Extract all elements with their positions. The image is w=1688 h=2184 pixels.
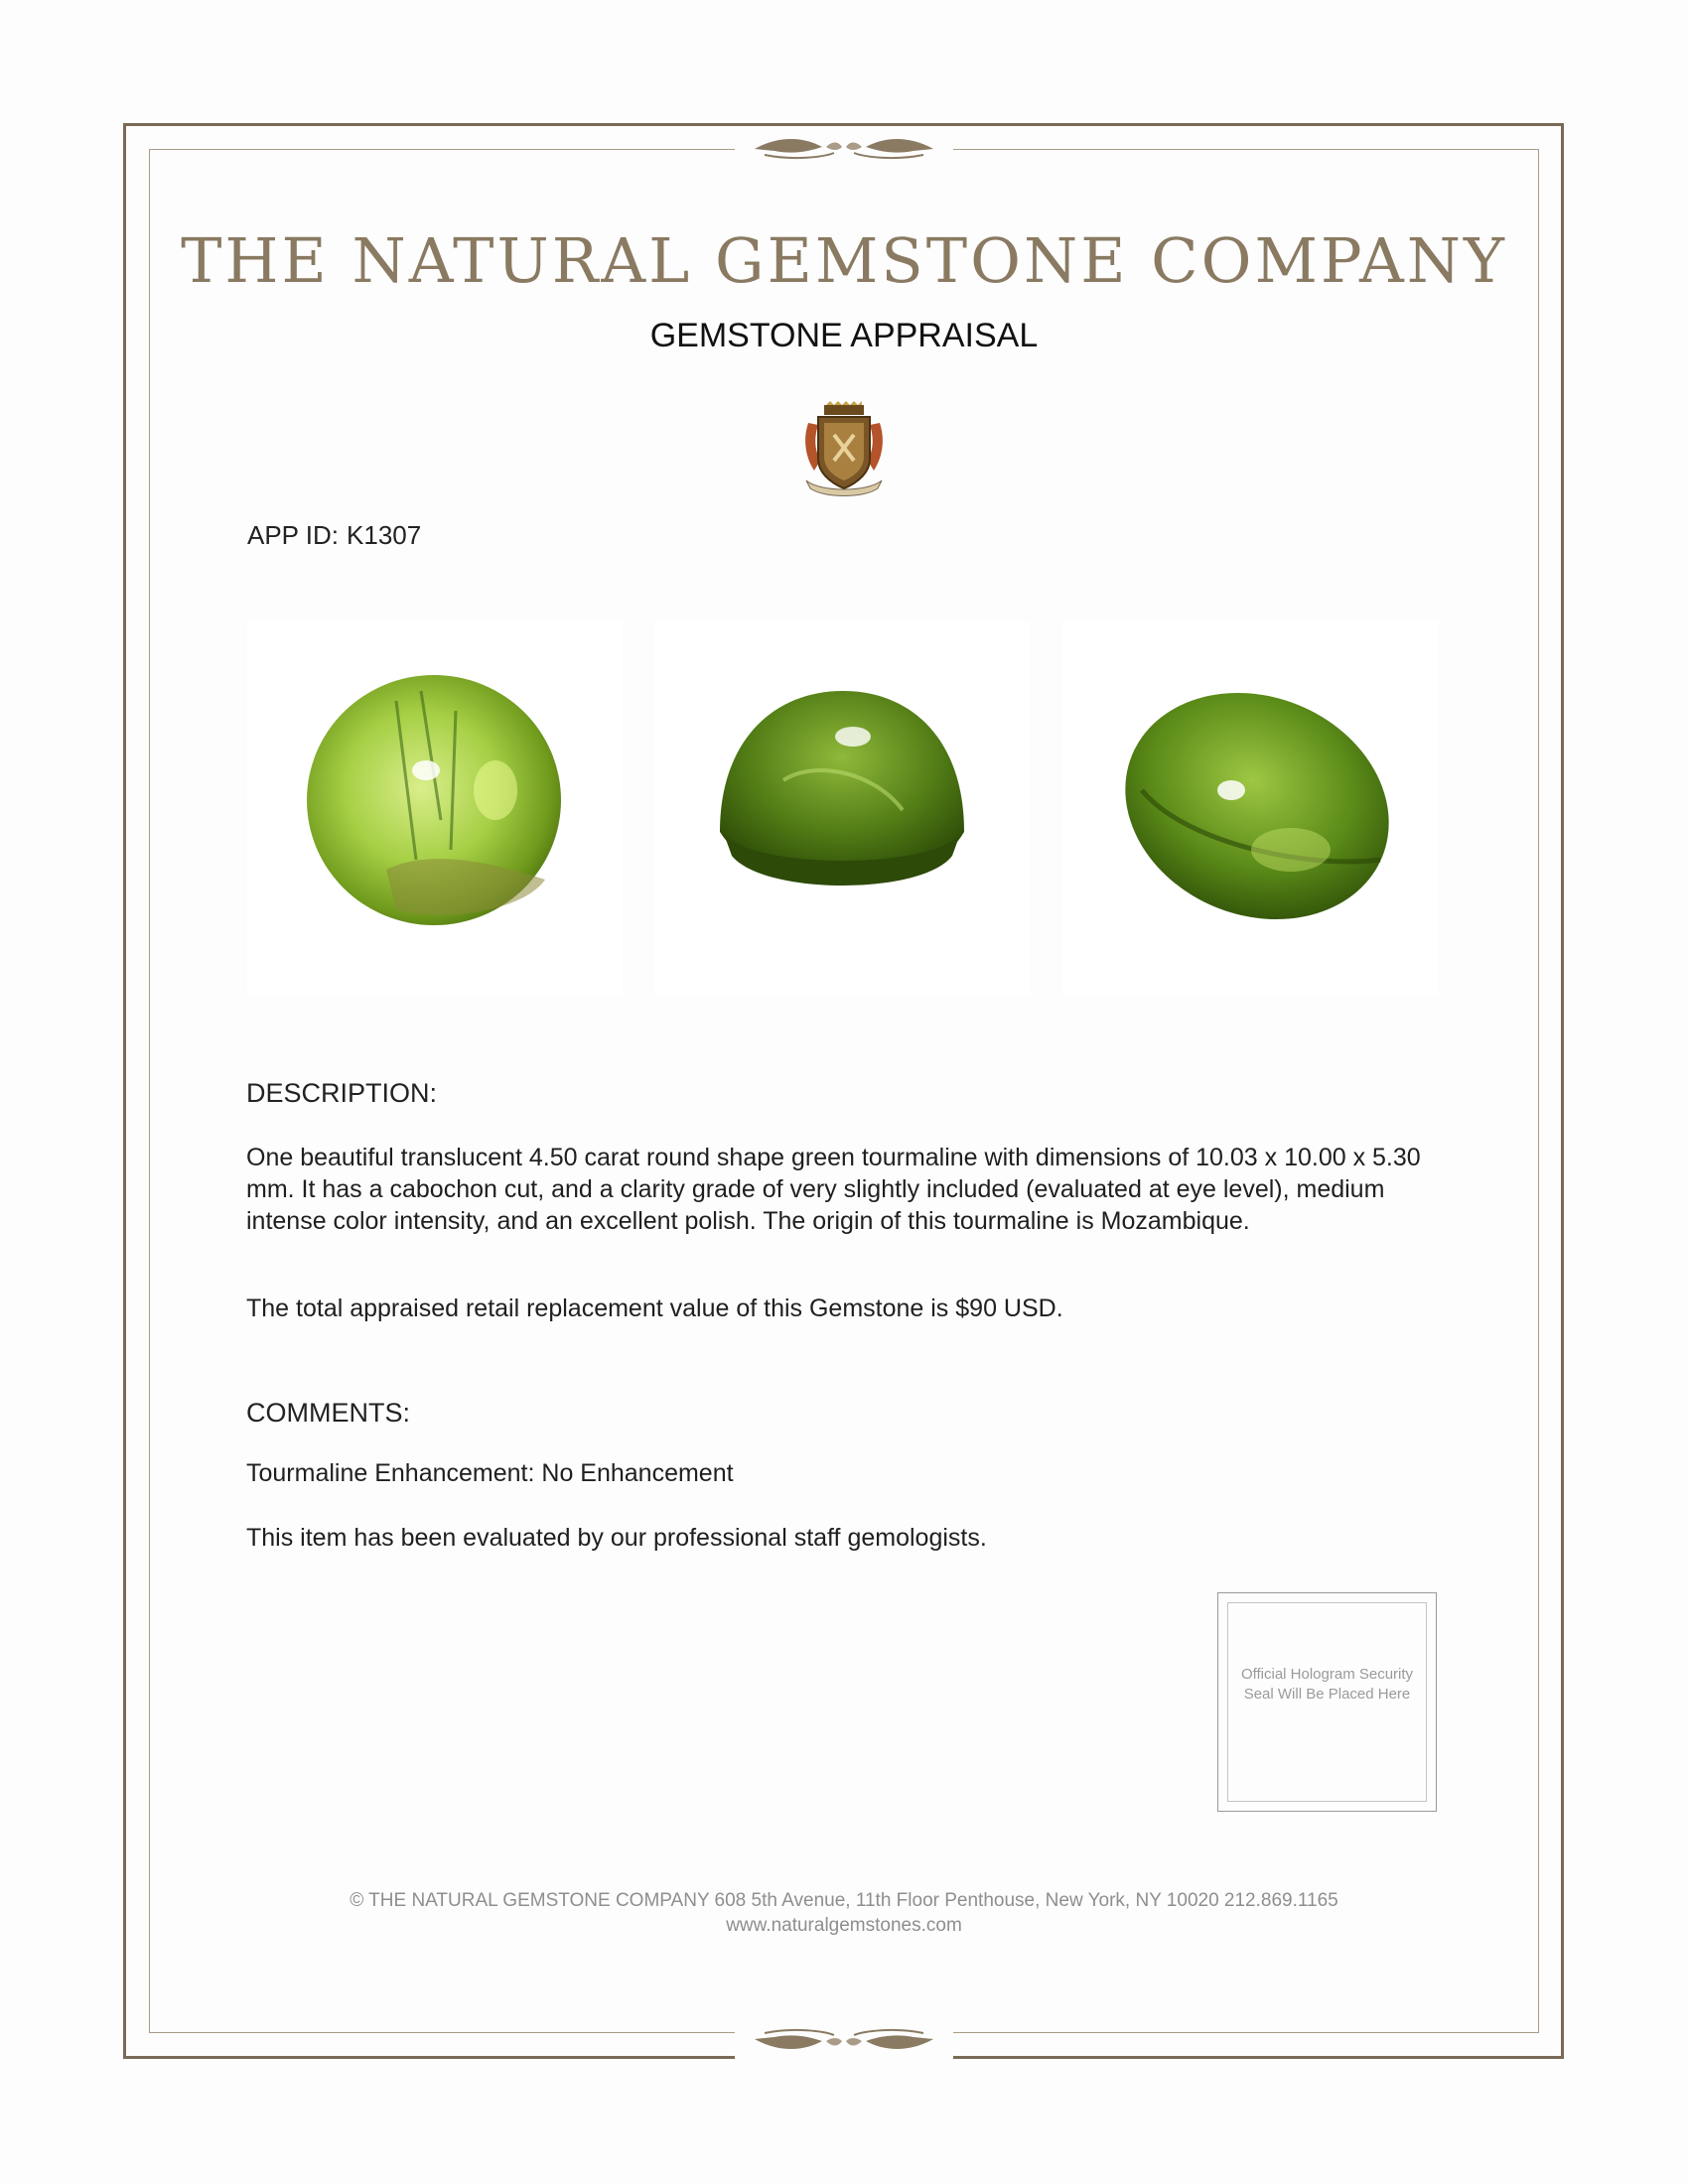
footer-website: www.naturalgemstones.com xyxy=(726,1915,962,1936)
app-id-value: K1307 xyxy=(347,520,422,550)
app-id xyxy=(247,520,421,551)
appraised-value-text: The total appraised retail replacement value of this Gemstone is $90 USD. xyxy=(246,1295,1063,1322)
bottom-ornament-icon xyxy=(735,2019,953,2059)
crest-logo-icon xyxy=(800,401,888,498)
app-id-label: APP ID: xyxy=(247,520,340,550)
hologram-seal-placeholder xyxy=(1217,1592,1437,1812)
gem-photo-angle xyxy=(1062,621,1438,995)
description-heading: DESCRIPTION: xyxy=(246,1078,438,1108)
comments-heading: COMMENTS: xyxy=(246,1398,410,1428)
company-name: THE NATURAL GEMSTONE COMPANY xyxy=(181,224,1507,297)
description-text: One beautiful translucent 4.50 carat round shape green tourmaline with dimensions of 10.03 x 10.00 x 5.30 mm. It has a cabochon cut, and a clarity grade of very slightly included (evaluated at eye level), medium intense color intensity, and an excellent polish. The origin of this tourmaline is Mozambique. xyxy=(246,1144,1421,1235)
document-title: GEMSTONE APPRAISAL xyxy=(649,317,1039,354)
enhancement-text: Tourmaline Enhancement: No Enhancement xyxy=(246,1459,734,1487)
seal-text: Official Hologram Security Seal Will Be Placed Here xyxy=(1240,1666,1414,1703)
gem-photo-side xyxy=(654,621,1030,995)
evaluation-text: This item has been evaluated by our professional staff gemologists. xyxy=(246,1524,987,1552)
gem-photo-top xyxy=(247,621,623,995)
footer-address: © THE NATURAL GEMSTONE COMPANY 608 5th Avenue, 11th Floor Penthouse, New York, NY 10020 212.869.1165 xyxy=(350,1890,1338,1911)
top-ornament-icon xyxy=(735,129,953,169)
